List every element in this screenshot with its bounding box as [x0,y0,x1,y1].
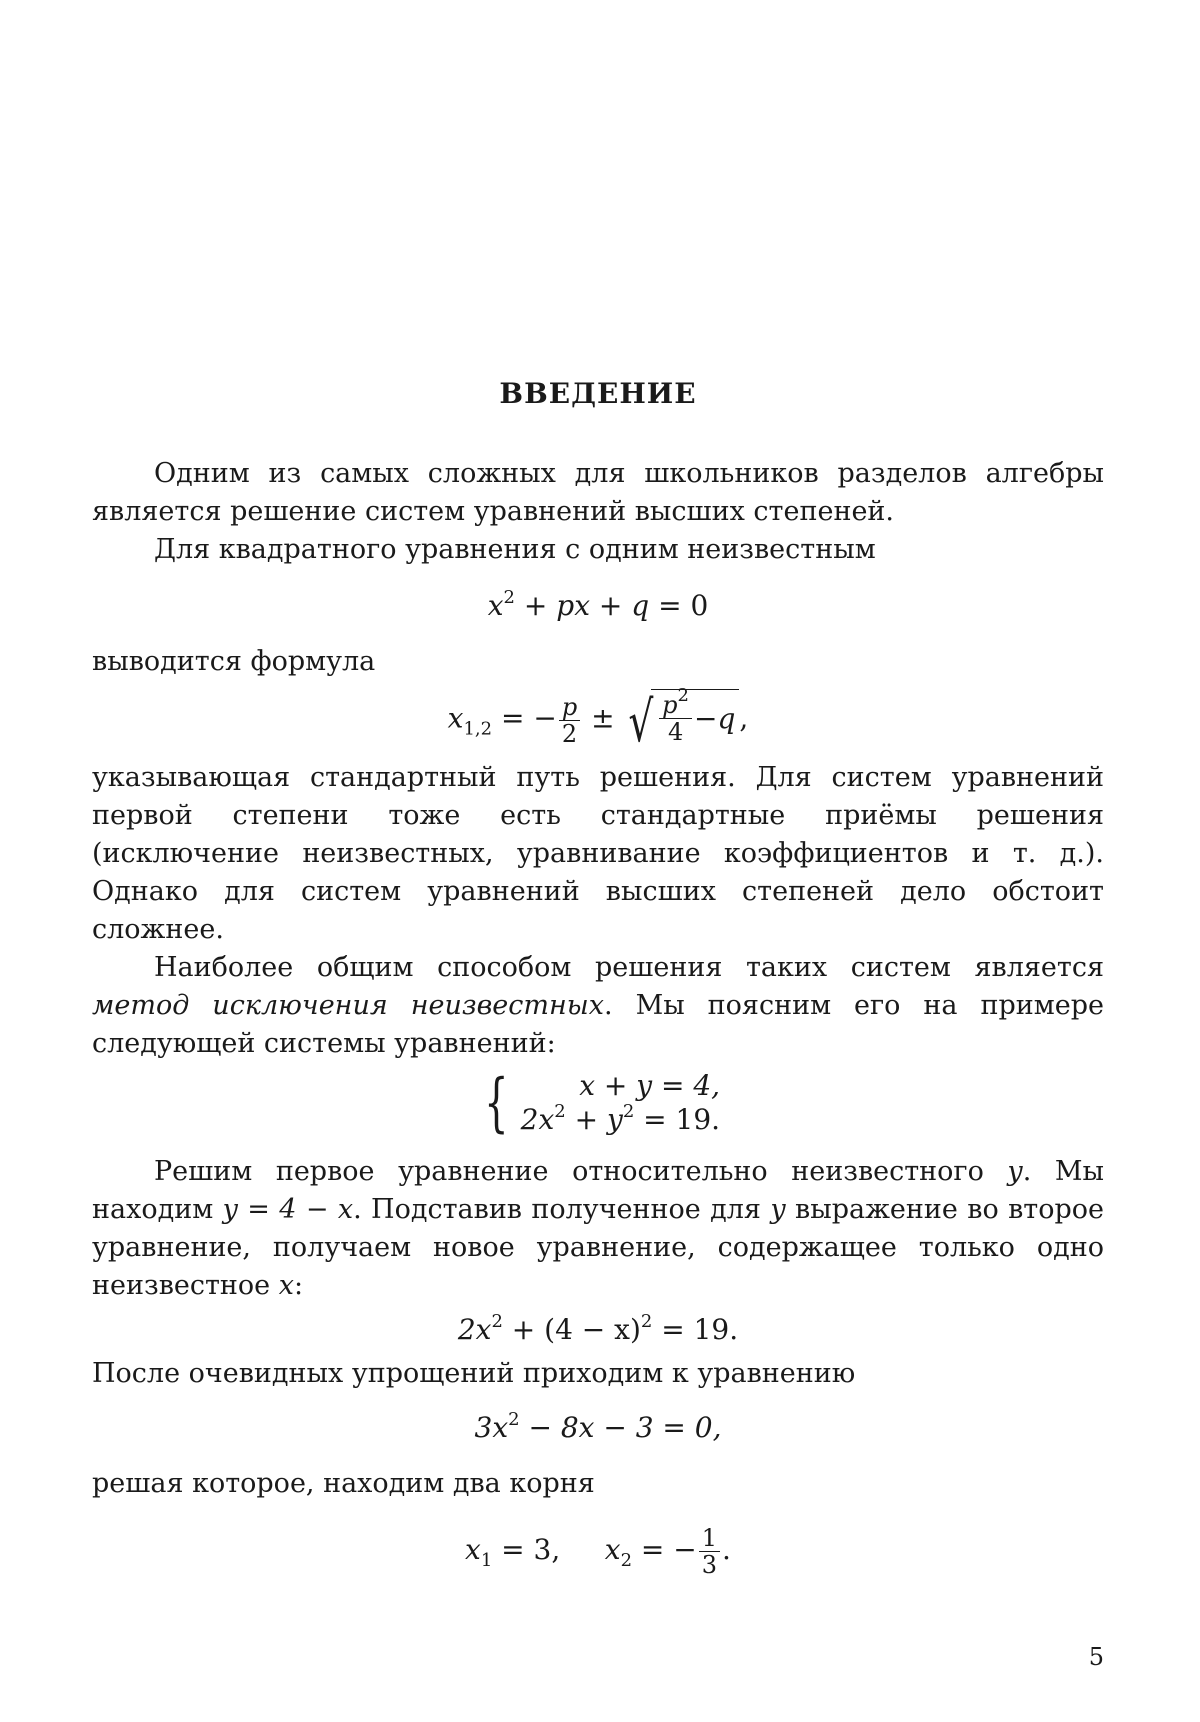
equation-simplified: $3x^2 - 8x - 3 = 0$, [474,1409,722,1444]
paragraph-simplification: После очевидных упрощений приходим к уравнению [92,1358,856,1389]
fraction-p-over-2: $\frac{p}{2}$ [559,694,580,747]
paragraph-quadratic: Для квадратного уравнения с одним неизвестным [154,534,876,565]
equation-system: { x + y = 4, $2x^2 + y^2 = 19$. [484,1066,721,1140]
sqrt-radical: √ $\frac{p^2}{4}$ − q [623,689,739,751]
equation-substituted: $2x^2 + (4 - x)^2 = 19$. [457,1311,739,1346]
paragraph-standard-methods: указывающая стандартный путь решения. Для систем уравнений первой степени тоже есть стандартные приёмы решения (исключение неизвестных, уравнивание коэффициентов и т. д.). Однако для систем уравнений высших степеней дело обстоит сложнее. [92,762,1104,945]
paragraph-elimination-method: Наиболее общим способом решения таких систем является метод исключения неизвестных. Мы поясним его на примере следующей системы уравнений: [92,952,1104,1059]
equation-roots: $x_1 = 3$, $x_2$ = − $\frac{1}{3}$ . [465,1524,731,1579]
equation-quadratic: $x^2$ + px + q = 0 [487,587,709,622]
paragraph-substitution: Решим первое уравнение относительно неизвестного y. Мы находим y = 4 − x. Подставив полученное для y выражение во второе уравнение, получаем новое уравнение, содержащее только одно неизвестное x: [92,1156,1104,1301]
brace-icon: { [484,1066,509,1140]
fraction-one-third: $\frac{1}{3}$ [699,1525,720,1578]
paragraph-intro: Одним из самых сложных для школьников разделов алгебры является решение систем уравнений высших степеней. [92,458,1104,527]
page-heading: ВВЕДЕНИЕ [499,377,697,410]
page-content [92,375,1104,1578]
page-number: 5 [1088,1643,1104,1671]
paragraph-formula-intro: выводится формула [92,646,376,677]
equation-roots-formula: $x_{1,2}$ = − $\frac{p}{2}$ ± √ $\frac{p^2}{4}$ − q , [447,685,749,755]
paragraph-two-roots: решая которое, находим два корня [92,1468,595,1499]
